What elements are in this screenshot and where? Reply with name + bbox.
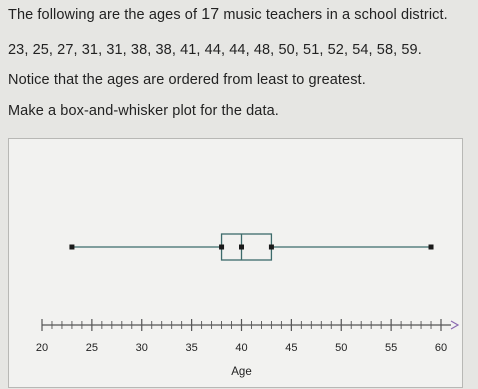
box-plot-svg[interactable] xyxy=(9,139,464,389)
handle-median[interactable] xyxy=(239,245,244,250)
tick-label-55: 55 xyxy=(385,342,398,354)
tick-label-50: 50 xyxy=(335,342,348,354)
tick-label-35: 35 xyxy=(185,342,198,354)
tick-label-20: 20 xyxy=(35,342,49,354)
interquartile-box[interactable] xyxy=(222,234,272,260)
tick-label-40: 40 xyxy=(235,342,248,354)
handle-q1[interactable] xyxy=(219,245,224,250)
axis-arrow-icon xyxy=(451,321,458,329)
intro-suffix: music teachers in a school district. xyxy=(219,7,448,23)
data-list: 23, 25, 27, 31, 31, 38, 38, 41, 44, 44, 48, 50, 51, 52, 54, 58, 59. xyxy=(8,42,422,58)
intro-prefix: The following are the ages of xyxy=(8,7,202,23)
handle-q3[interactable] xyxy=(269,245,274,250)
tick-label-30: 30 xyxy=(135,342,148,354)
teacher-count: 17 xyxy=(201,6,220,23)
tick-label-45: 45 xyxy=(285,342,298,354)
tick-label-25: 25 xyxy=(85,342,98,354)
instruction-text: Make a box-and-whisker plot for the data. xyxy=(8,103,279,119)
tick-label-60: 60 xyxy=(434,342,448,354)
handle-min[interactable] xyxy=(69,245,74,250)
x-axis-label: Age xyxy=(231,366,252,378)
handle-max[interactable] xyxy=(429,245,434,250)
notice-text: Notice that the ages are ordered from least to greatest. xyxy=(8,72,366,88)
problem-intro xyxy=(8,6,448,24)
plot-workspace[interactable] xyxy=(8,138,463,388)
